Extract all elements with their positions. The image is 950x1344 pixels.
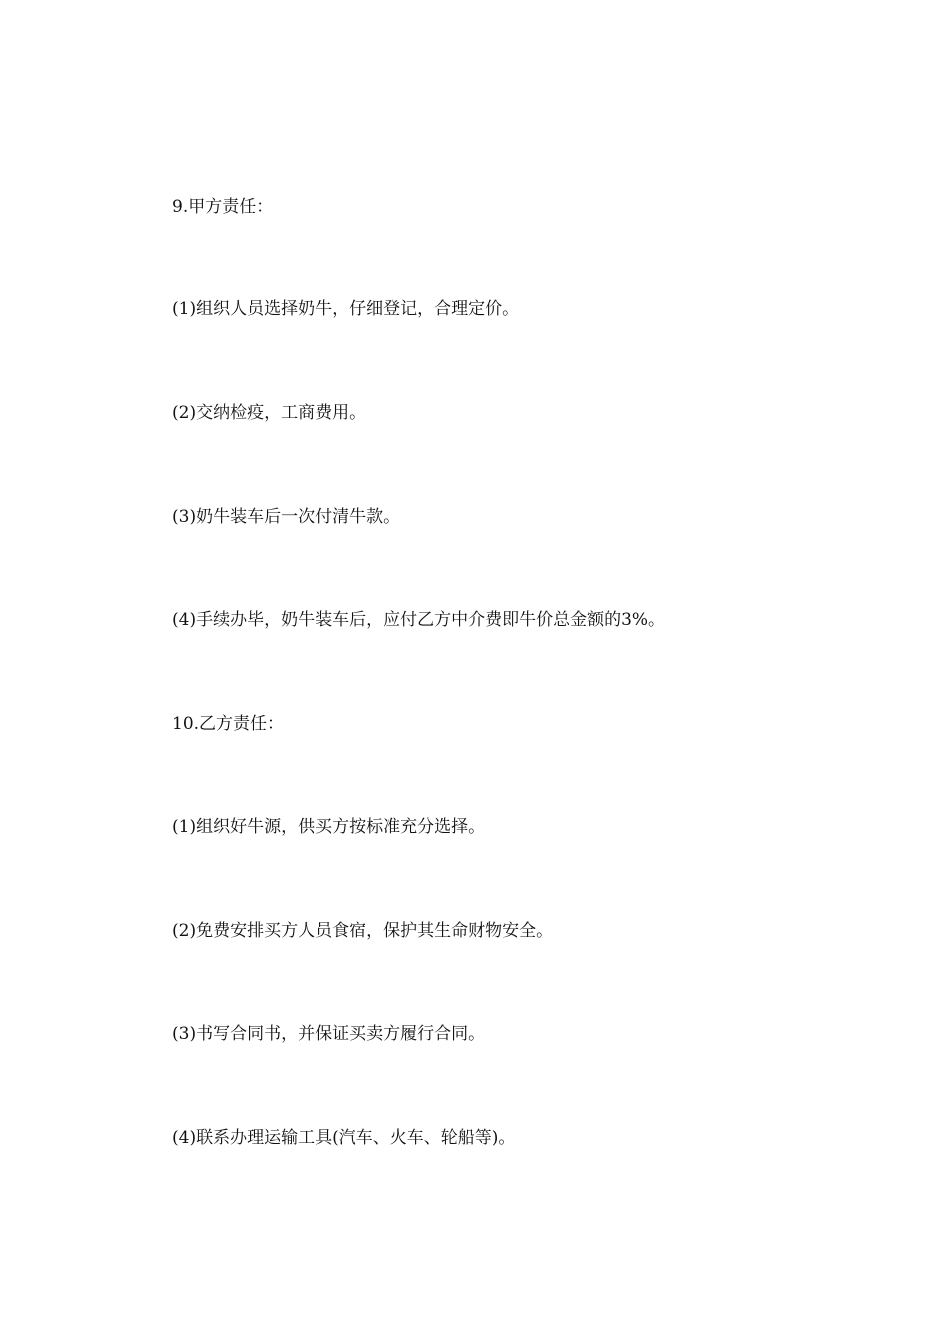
party-b-item-3: (3)书写合同书，并保证买卖方履行合同。 <box>172 1024 486 1044</box>
section-heading-party-a: 9.甲方责任： <box>172 197 274 217</box>
party-a-item-4: (4)手续办毕，奶牛装车后，应付乙方中介费即牛价总金额的3%。 <box>172 610 666 630</box>
section-heading-party-b: 10.乙方责任： <box>172 714 285 734</box>
party-a-item-2: (2)交纳检疫，工商费用。 <box>172 403 367 423</box>
party-a-item-3: (3)奶牛装车后一次付清牛款。 <box>172 507 401 527</box>
party-b-item-1: (1)组织好牛源，供买方按标准充分选择。 <box>172 817 486 837</box>
party-a-item-1: (1)组织人员选择奶牛，仔细登记，合理定价。 <box>172 299 520 319</box>
party-b-item-4: (4)联系办理运输工具(汽车、火车、轮船等)。 <box>172 1128 516 1148</box>
party-b-item-2: (2)免费安排买方人员食宿，保护其生命财物安全。 <box>172 921 554 941</box>
